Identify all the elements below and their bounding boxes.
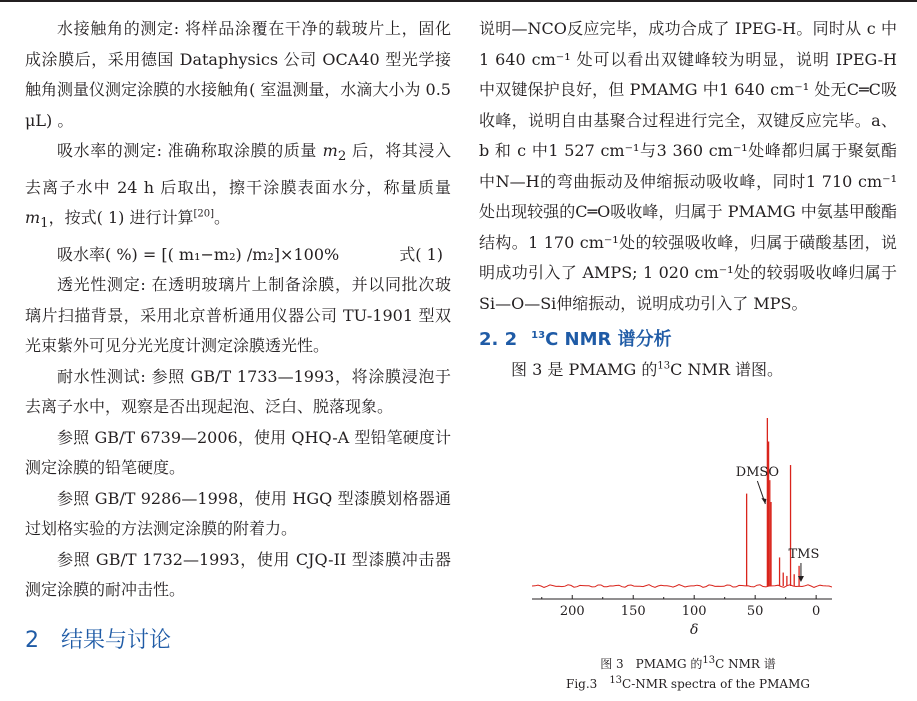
formula-body: 吸水率( %) = [( m₁−m₂) /m₂]×100% [57, 244, 340, 264]
section-title: 结果与讨论 [61, 627, 172, 653]
formula-tag: 式( 1) [399, 244, 443, 264]
dmso-arrowhead [761, 498, 766, 504]
subsection-heading: 2. 2 $^{13}$C NMR 谱分析 [479, 329, 672, 350]
subsection-title: C NMR 谱分析 [545, 329, 672, 350]
ir-analysis-paragraph: 说明—NCO反应完毕，成功合成了 IPEG-H。同时从 c 中1 640 cm⁻¹ 处可以看出双键峰较为明显，说明 IPEG-H 中双键保护良好，但 PMAMG 中1 640 cm⁻¹ 处无C═C吸收峰，说明自由基聚合过程进行完全，双键反应完毕。a、b 和 c 中1 527 cm⁻¹与3 360 cm⁻¹处峰都归属于聚氨酯中N—H的弯曲振动及伸缩振动吸收峰，同时1 710 cm⁻¹处出现较强的C═O吸收峰，归属于 PMAMG 中氨基甲酸酯结构。1 170 cm⁻¹处的较强吸收峰，归属于磺酸基团，说明成功引入了 AMPS; 1 020 cm⁻¹处的较弱吸收峰归属于Si—O—Si伸缩振动，说明成功引入了 MPS。 [479, 19, 897, 313]
water-resistance-paragraph: 耐水性测试: 参照 GB/T 1733—1993，将涂膜浸泡于去离子水中，观察是否出现起泡、泛白、脱落现象。 [25, 366, 451, 417]
impact-resistance-paragraph: 参照 GB/T 1732—1993，使用 CJQ-II 型漆膜冲击器测定涂膜的耐冲击性。 [25, 549, 451, 600]
section-number: 2 [25, 627, 39, 653]
x-tick-label-150: 150 [620, 604, 646, 619]
figure-caption-en: Fig.3 $^{13}$C-NMR spectra of the PMAMG [566, 675, 810, 691]
top-rule [0, 0, 917, 2]
right-column [479, 14, 897, 386]
dmso-label: DMSO [735, 465, 780, 480]
figure-caption-cn: 图 3 PMAMG 的$^{13}$C NMR 谱 [600, 655, 776, 671]
pencil-hardness-paragraph: 参照 GB/T 6739—2006，使用 QHQ-A 型铅笔硬度计测定涂膜的铅笔硬度。 [25, 427, 451, 478]
water-absorption-paragraph: 吸水率的测定: 准确称取涂膜的质量 $m_2$ 后，将其浸入去离子水中 24 h 后取出，擦干涂膜表面水分，称量质量 $m_1$，按式( 1) 进行计算[20]。 [25, 141, 451, 232]
x-tick-label-100: 100 [681, 604, 707, 619]
figure-intro-paragraph: 图 3 是 PMAMG 的$^{13}$C NMR 谱图。 [511, 360, 783, 379]
adhesion-paragraph: 参照 GB/T 9286—1998，使用 HGQ 型漆膜划格器通过划格实验的方法测定涂膜的附着力。 [25, 488, 451, 539]
subsection-number: 2. 2 [479, 329, 518, 350]
formula-line [25, 240, 451, 271]
transmittance-paragraph: 透光性测定: 在透明玻璃片上制备涂膜，并以同批次玻璃片扫描背景，采用北京普析通用仪器公司 TU-1901 型双光束紫外可见分光光度计测定涂膜透光性。 [25, 275, 451, 356]
section-heading [25, 626, 451, 657]
x-tick-label-50: 50 [746, 604, 764, 619]
nmr-spectrum-chart [532, 408, 832, 648]
left-column [25, 14, 451, 656]
nmr-figure [532, 408, 832, 648]
tms-label: TMS [788, 547, 820, 562]
x-axis-label: δ [689, 622, 699, 638]
x-tick-label-0: 0 [812, 604, 821, 619]
contact-angle-paragraph: 水接触角的测定: 将样品涂覆在干净的载玻片上，固化成涂膜后，采用德国 Dataphysics 公司 OCA40 型光学接触角测量仪测定涂膜的水接触角( 室温测量，水滴大小为 0.5 μL) 。 [25, 19, 451, 130]
x-tick-label-200: 200 [559, 604, 585, 619]
